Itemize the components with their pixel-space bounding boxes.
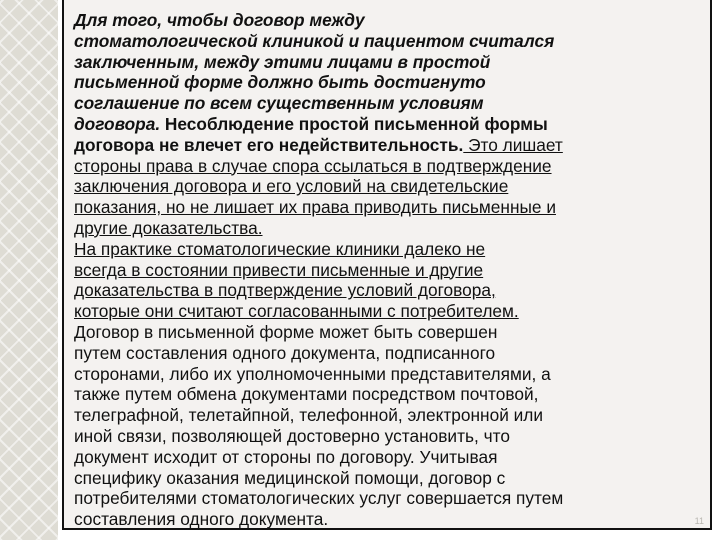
decorative-side-pattern (0, 0, 58, 540)
text-line: Для того, чтобы договор между (74, 10, 365, 30)
slide-text (74, 10, 704, 530)
text-line: потребителями стоматологических услуг совершается путем (74, 488, 564, 509)
text-fragment: Несоблюдение простой письменной формы (160, 113, 548, 134)
text-line-mixed (74, 114, 704, 135)
text-line: соглашение по всем существенным условиям (74, 93, 484, 114)
text-fragment: Это лишает (463, 134, 563, 155)
text-line: доказательства в подтверждение условий договора, (74, 280, 496, 301)
text-line: которые они считают согласованными с потребителем. (74, 301, 519, 322)
text-line: также путем обмена документами посредством почтовой, (74, 384, 539, 405)
text-line: показания, но не лишает их права приводить письменные и (74, 197, 556, 218)
text-line: Договор в письменной форме может быть совершен (74, 321, 498, 342)
text-line: иной связи, позволяющей достоверно установить, что (74, 425, 510, 446)
text-line: путем составления одного документа, подписанного (74, 342, 496, 363)
text-line: заключенным, между этими лицами в простой (74, 51, 491, 72)
text-line: стороны права в случае спора ссылаться в подтверждение (74, 155, 552, 176)
text-line: специфику оказания медицинской помощи, договор с (74, 467, 506, 488)
text-line: сторонами, либо их уполномоченными представителями, а (74, 363, 551, 384)
text-fragment: договора. (74, 113, 161, 134)
text-line: телеграфной, телетайпной, телефонной, электронной или (74, 405, 544, 426)
slide-content-frame (62, 0, 712, 530)
text-line: документ исходит от стороны по договору. Учитывая (74, 446, 498, 467)
text-line: другие доказательства. (74, 217, 263, 238)
text-line: составления одного документа. (74, 509, 329, 530)
text-line-mixed (74, 135, 704, 156)
page-number: 11 (694, 516, 704, 526)
text-fragment: договора не влечет его недействительность. (74, 134, 464, 155)
text-line: письменной форме должно быть достигнуто (74, 72, 486, 93)
text-line: заключения договора и его условий на свидетельские (74, 176, 509, 197)
text-line: стоматологической клиникой и пациентом считался (74, 30, 555, 51)
text-line: На практике стоматологические клиники далеко не (74, 238, 486, 259)
text-line: всегда в состоянии привести письменные и другие (74, 259, 484, 280)
